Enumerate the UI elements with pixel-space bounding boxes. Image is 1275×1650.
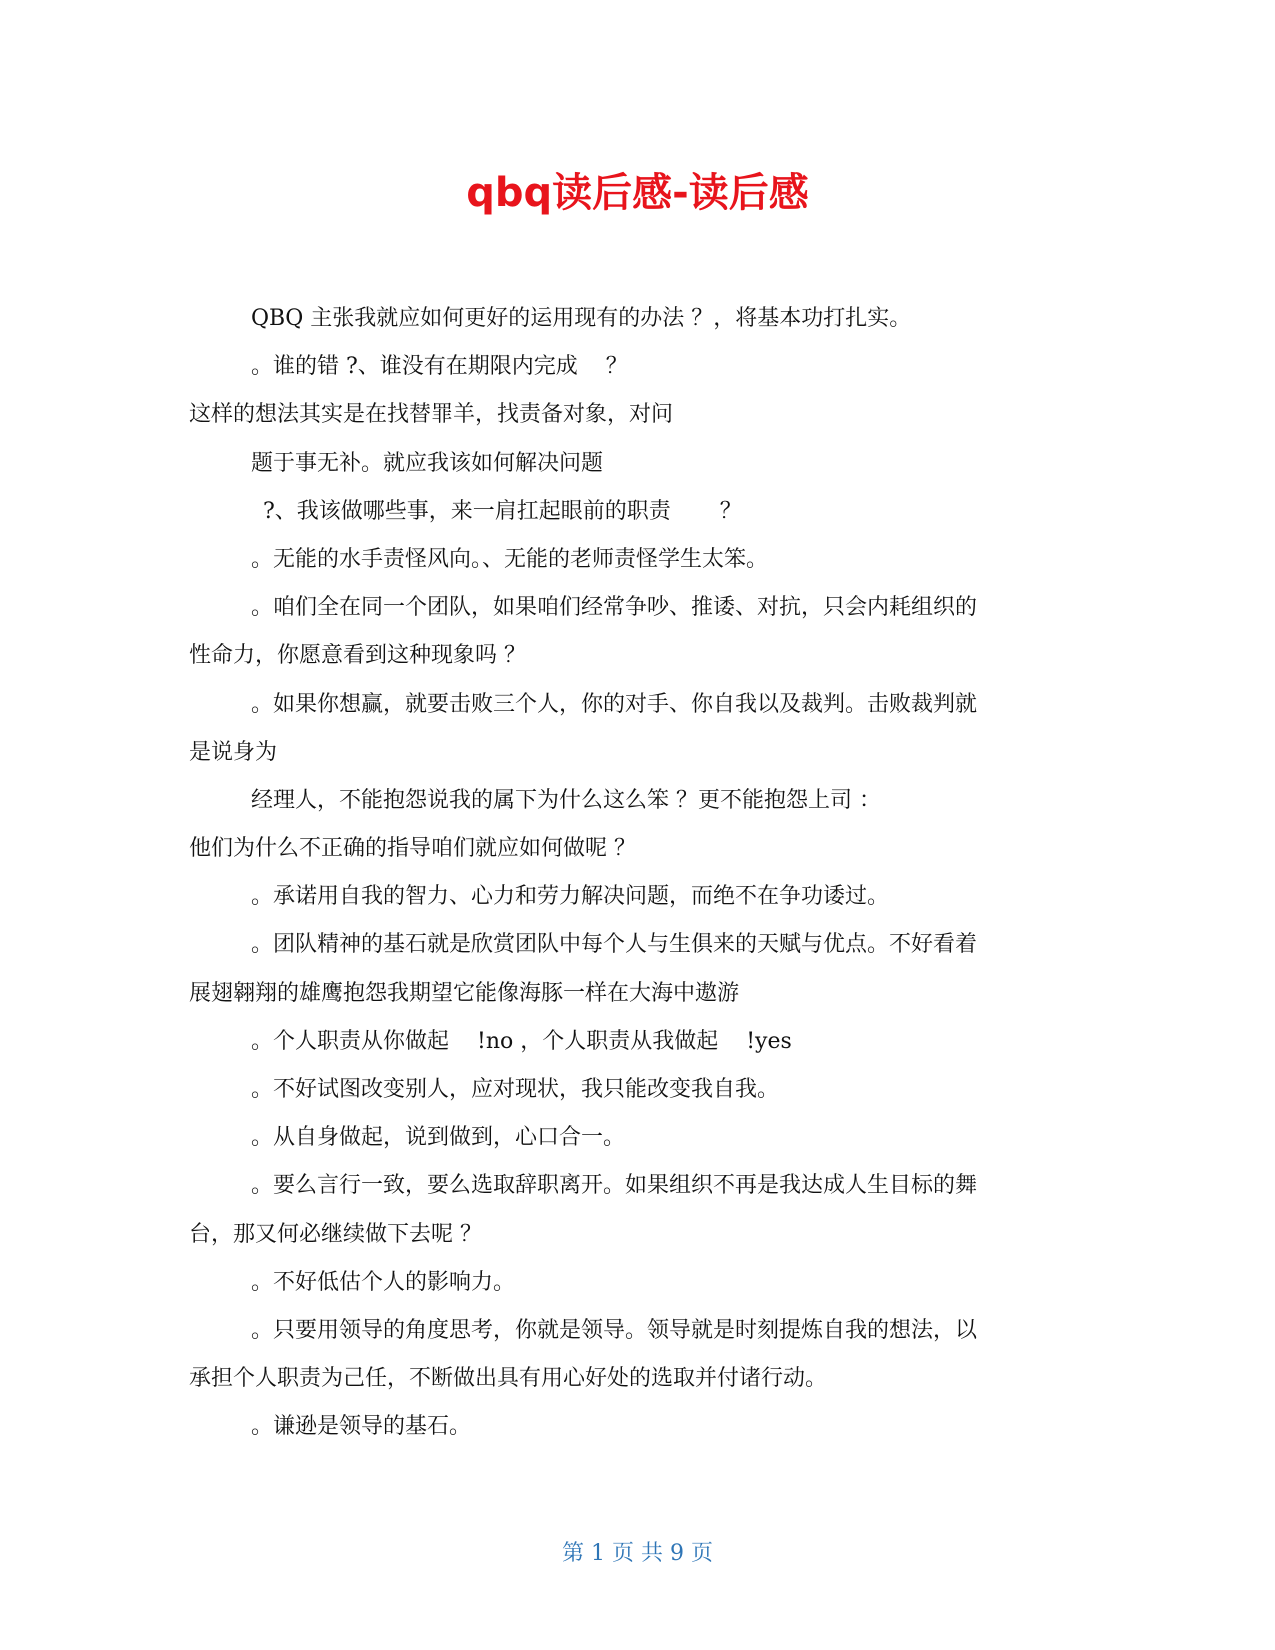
paragraph-line: 。团队精神的基石就是欣赏团队中每个人与生俱来的天赋与优点。不好看着 [251, 932, 978, 958]
paragraph-line: 。不好试图改变别人，应对现状，我只能改变我自我。 [251, 1077, 780, 1102]
paragraph-line: 。谦逊是领导的基石。 [251, 1414, 472, 1440]
document-title: qbq读后感-读后感 [466, 170, 809, 216]
page-footer [0, 1538, 1275, 1570]
paragraph-line: 。无能的水手责怪风向。、无能的老师责怪学生太笨。 [251, 546, 769, 572]
paragraph-line: 这样的想法其实是在找替罪羊，找责备对象，对问 [189, 402, 674, 428]
paragraph-line: 台，那又何必继续做下去呢 ？ [189, 1221, 482, 1247]
paragraph-line: 展翅翱翔的雄鹰抱怨我期望它能像海豚一样在大海中遨游 [189, 980, 740, 1006]
paragraph-line: 他们为什么不正确的指导咱们就应如何做呢 ？ [189, 836, 636, 862]
paragraph-line: 题于事无补。就应我该如何解决问题 [251, 450, 604, 476]
paragraph-line: ?、我该做哪些事，来一肩扛起眼前的职责 ？ [263, 498, 742, 524]
document-body [189, 295, 1079, 1452]
paragraph-line: 。谁的错 ?、谁没有在期限内完成 ？ [251, 354, 628, 380]
paragraph-line: 是说身为 [189, 739, 278, 765]
paragraph-line: 。承诺用自我的智力、心力和劳力解决问题，而绝不在争功诿过。 [251, 884, 890, 910]
paragraph-line: 。咱们全在同一个团队，如果咱们经常争吵、推诿、对抗，只会内耗组织的 [251, 595, 978, 621]
paragraph-line: 性命力，你愿意看到这种现象吗 ？ [189, 643, 526, 669]
paragraph-line: 。如果你想赢，就要击败三个人，你的对手、你自我以及裁判。击败裁判就 [251, 691, 978, 717]
paragraph-line: 经理人，不能抱怨说我的属下为什么这么笨 ？更不能抱怨上司 ： [251, 787, 881, 813]
paragraph-line: 。要么言行一致，要么选取辞职离开。如果组织不再是我达成人生目标的舞 [251, 1173, 978, 1199]
paragraph-line: 承担个人职责为己任，不断做出具有用心好处的选取并付诸行动。 [189, 1366, 828, 1392]
paragraph-line: 。只要用领导的角度思考，你就是领导。领导就是时刻提炼自我的想法，以 [251, 1317, 978, 1343]
paragraph-line: 。不好低估个人的影响力。 [251, 1269, 516, 1295]
paragraph-line: QBQ 主张我就应如何更好的运用现有的办法 ？，将基本功打扎实。 [251, 306, 912, 331]
paragraph-line: 。个人职责从你做起 !no ，个人职责从我做起 !yes [251, 1028, 792, 1054]
paragraph-line: 。从自身做起，说到做到，心口合一。 [251, 1125, 626, 1151]
page-number-text: 第 1 页 共 9 页 [562, 1541, 713, 1566]
